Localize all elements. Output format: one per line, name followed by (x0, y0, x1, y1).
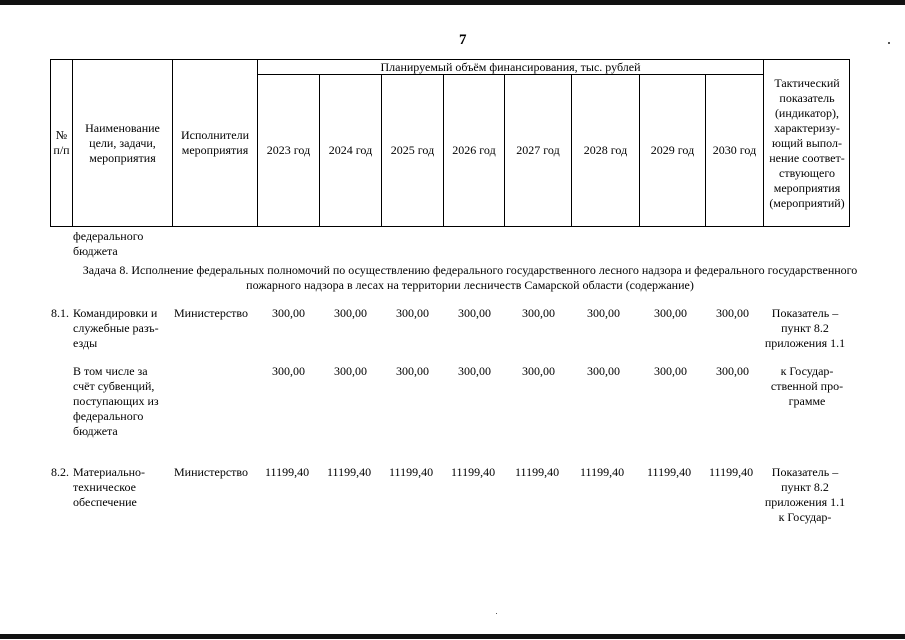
top-border (0, 0, 905, 5)
row-value: 300,00 (654, 306, 687, 320)
row-value: 11199,40 (515, 465, 560, 479)
header-year: 2028 год (583, 143, 628, 157)
row-value: 300,00 (654, 364, 687, 378)
carry-over-text: федерального бюджета (73, 229, 144, 258)
row-value: 300,00 (522, 306, 555, 320)
row-executor: Министерство (174, 465, 248, 479)
header-year: 2025 год (390, 143, 435, 157)
row-indicator: к Государ-ственной про-грамме (770, 364, 844, 408)
header-year: 2027 год (516, 143, 560, 157)
row-value: 11199,40 (327, 465, 372, 479)
row-indicator: Показатель – пункт 8.2 приложения 1.1 к Государ- (764, 465, 846, 524)
scan-speck (888, 42, 890, 44)
bottom-border (0, 634, 905, 639)
row-name: В том числе за счёт субвенций, поступающих из федерального бюджета (73, 364, 159, 438)
row-value: 11199,40 (389, 465, 434, 479)
row-name: Материально-техническое обеспечение (73, 465, 145, 509)
header-year: 2023 год (266, 143, 311, 157)
header-table (50, 59, 850, 227)
row-value: 300,00 (334, 306, 367, 320)
scan-speck (496, 613, 497, 614)
row-number: 8.1. (51, 306, 69, 320)
header-indicator: Тактический показатель (индикатор), характеризу-ющий выпол-нение соответ-ствующего мероприятия (мероприятий) (769, 75, 845, 210)
row-value: 300,00 (458, 306, 491, 320)
task-heading: Задача 8. Исполнение федеральных полномочий по осуществлению федерального государственного лесного надзора и федерального государственного пожарного надзора в лесах на территории лесничеств Самарской области (содержание) (82, 263, 858, 292)
row-value: 300,00 (334, 364, 367, 378)
row-name: Командировки и служебные разъ-езды (73, 306, 159, 350)
row-value: 300,00 (587, 364, 620, 378)
row-executor: Министерство (174, 306, 248, 320)
row-value: 11199,40 (647, 465, 692, 479)
row-value: 300,00 (458, 364, 491, 378)
page-number: 7 (459, 32, 467, 48)
header-year: 2030 год (712, 143, 757, 157)
row-value: 11199,40 (580, 465, 625, 479)
row-value: 300,00 (272, 306, 305, 320)
row-value: 300,00 (396, 306, 429, 320)
row-value: 11199,40 (709, 465, 754, 479)
row-value: 11199,40 (451, 465, 496, 479)
row-value: 300,00 (587, 306, 620, 320)
row-value: 300,00 (522, 364, 555, 378)
row-value: 11199,40 (265, 465, 310, 479)
row-value: 300,00 (272, 364, 305, 378)
row-indicator: Показатель – пункт 8.2 приложения 1.1 (764, 306, 846, 350)
row-value: 300,00 (716, 306, 749, 320)
header-executors: Исполнители мероприятия (180, 128, 250, 157)
row-value: 300,00 (716, 364, 749, 378)
header-financing-title: Планируемый объём финансирования, тыс. рублей (380, 59, 641, 74)
row-number: 8.2. (51, 465, 69, 479)
header-year: 2024 год (328, 143, 373, 157)
header-year: 2026 год (452, 143, 496, 157)
header-num: № п/п (53, 128, 70, 157)
header-name: Наименование цели, задачи, мероприятия (85, 120, 160, 165)
header-year: 2029 год (650, 143, 695, 157)
row-value: 300,00 (396, 364, 429, 378)
